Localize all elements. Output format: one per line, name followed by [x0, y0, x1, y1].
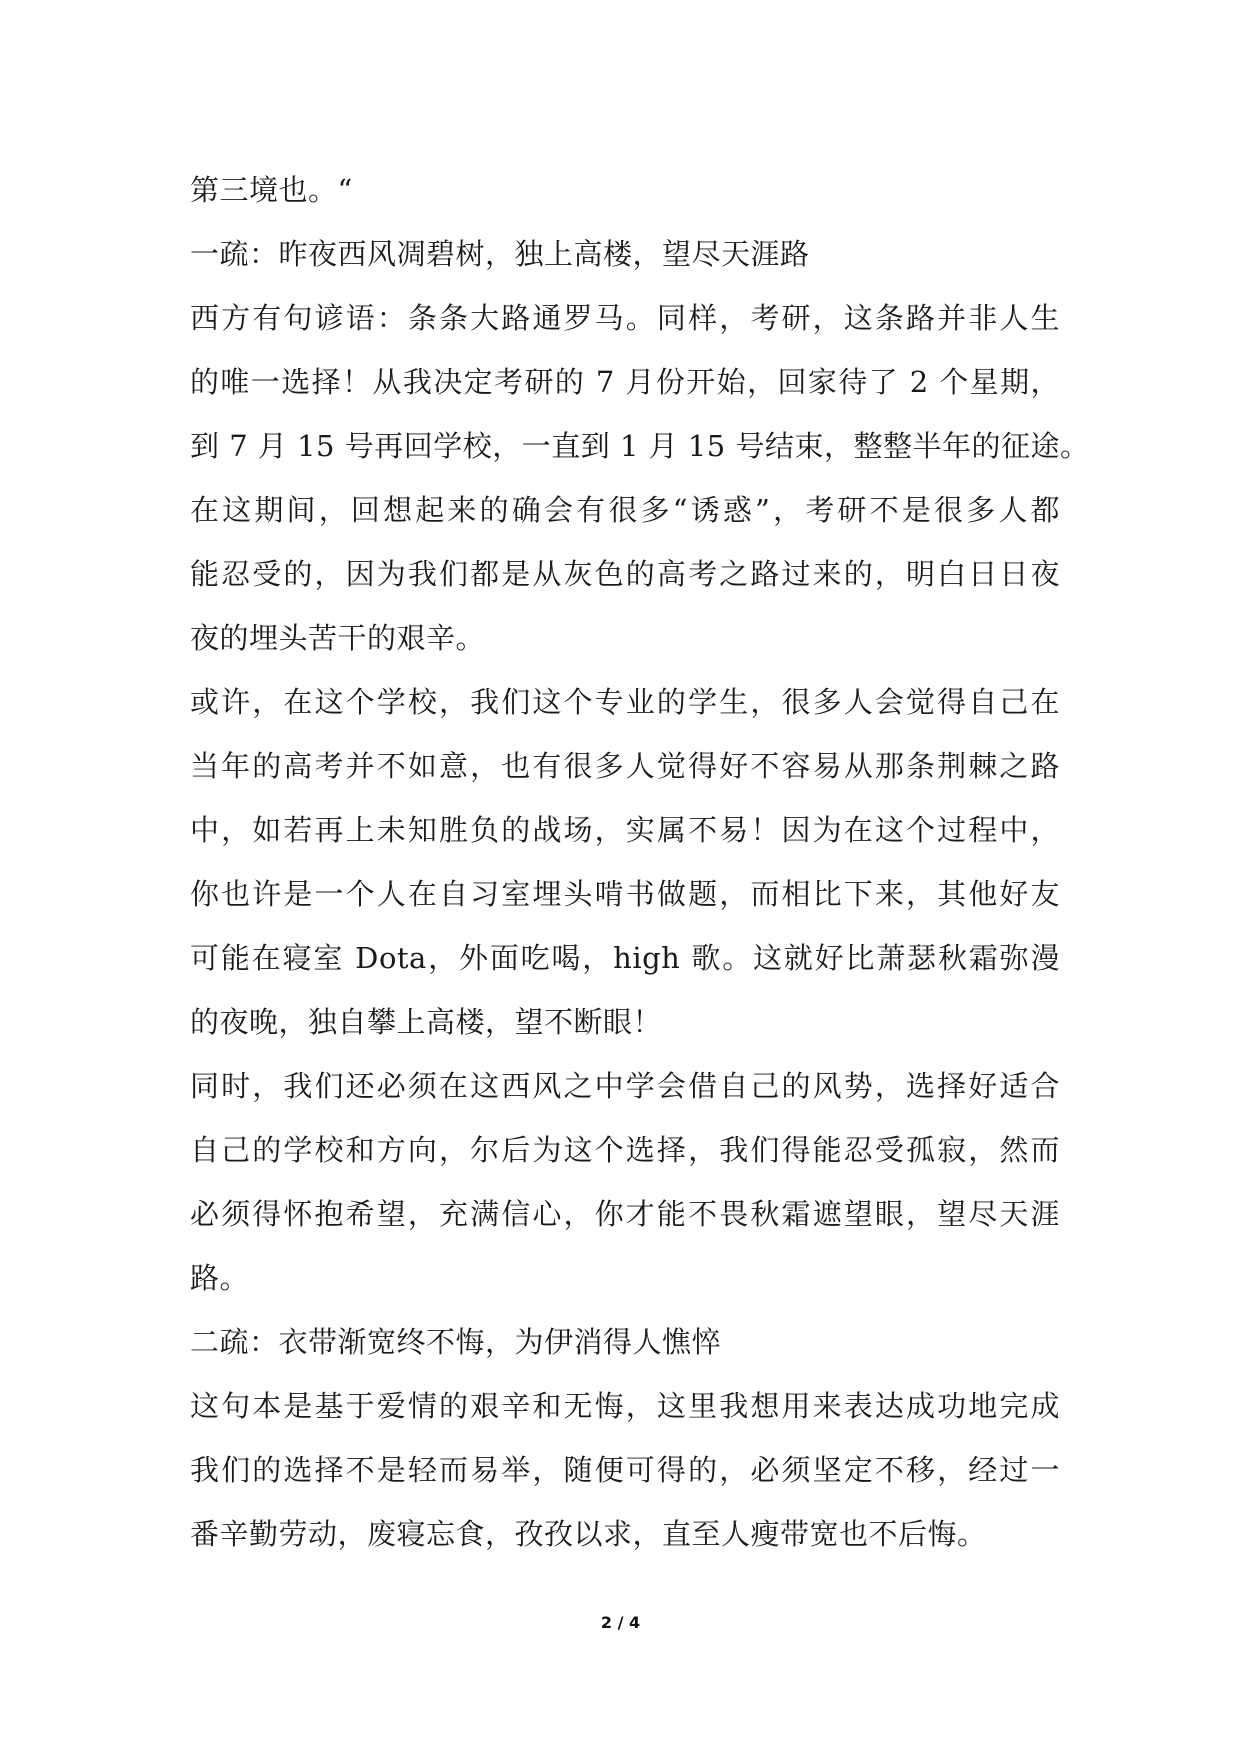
text-line: 第三境也。“ [190, 173, 353, 207]
text-line: 或许，在这个学校，我们这个专业的学生，很多人会觉得自己在 [190, 685, 1060, 719]
text-line: 你也许是一个人在自习室埋头啃书做题，而相比下来，其他好友 [190, 877, 1060, 911]
text-line: 的唯一选择！从我决定考研的 7 月份开始，回家待了 2 个星期， [190, 365, 1060, 399]
document-body [190, 158, 1090, 1566]
text-line: 这句本是基于爱情的艰辛和无悔，这里我想用来表达成功地完成 [190, 1389, 1060, 1423]
page-number: 2 / 4 [600, 1613, 641, 1632]
text-line: 可能在寝室 Dota，外面吃喝，high 歌。这就好比萧瑟秋霜弥漫 [190, 941, 1060, 975]
text-line: 到 7 月 15 号再回学校，一直到 1 月 15 号结束，整整半年的征途。 [190, 429, 1090, 463]
text-line: 一疏：昨夜西风凋碧树，独上高楼，望尽天涯路 [190, 237, 810, 271]
text-line: 的夜晚，独自攀上高楼，望不断眼！ [190, 1005, 663, 1039]
text-line: 同时，我们还必须在这西风之中学会借自己的风势，选择好适合 [190, 1069, 1060, 1103]
text-line: 番辛勤劳动，废寝忘食，孜孜以求，直至人瘦带宽也不后悔。 [190, 1517, 987, 1551]
text-line: 夜的埋头苦干的艰辛。 [190, 621, 486, 655]
text-line: 在这期间，回想起来的确会有很多“诱惑”，考研不是很多人都 [190, 493, 1060, 527]
text-line: 能忍受的，因为我们都是从灰色的高考之路过来的，明白日日夜 [190, 557, 1060, 591]
text-line: 必须得怀抱希望，充满信心，你才能不畏秋霜遮望眼，望尽天涯 [190, 1197, 1060, 1231]
text-line: 西方有句谚语：条条大路通罗马。同样，考研，这条路并非人生 [190, 301, 1060, 335]
text-line: 自己的学校和方向，尔后为这个选择，我们得能忍受孤寂，然而 [190, 1133, 1060, 1167]
text-line: 当年的高考并不如意，也有很多人觉得好不容易从那条荆棘之路 [190, 749, 1060, 783]
text-line: 二疏：衣带渐宽终不悔，为伊消得人憔悴 [190, 1325, 722, 1359]
text-line: 路。 [190, 1261, 250, 1295]
text-line: 中，如若再上未知胜负的战场，实属不易！因为在这个过程中， [190, 813, 1060, 847]
text-line: 我们的选择不是轻而易举，随便可得的，必须坚定不移，经过一 [190, 1453, 1060, 1487]
